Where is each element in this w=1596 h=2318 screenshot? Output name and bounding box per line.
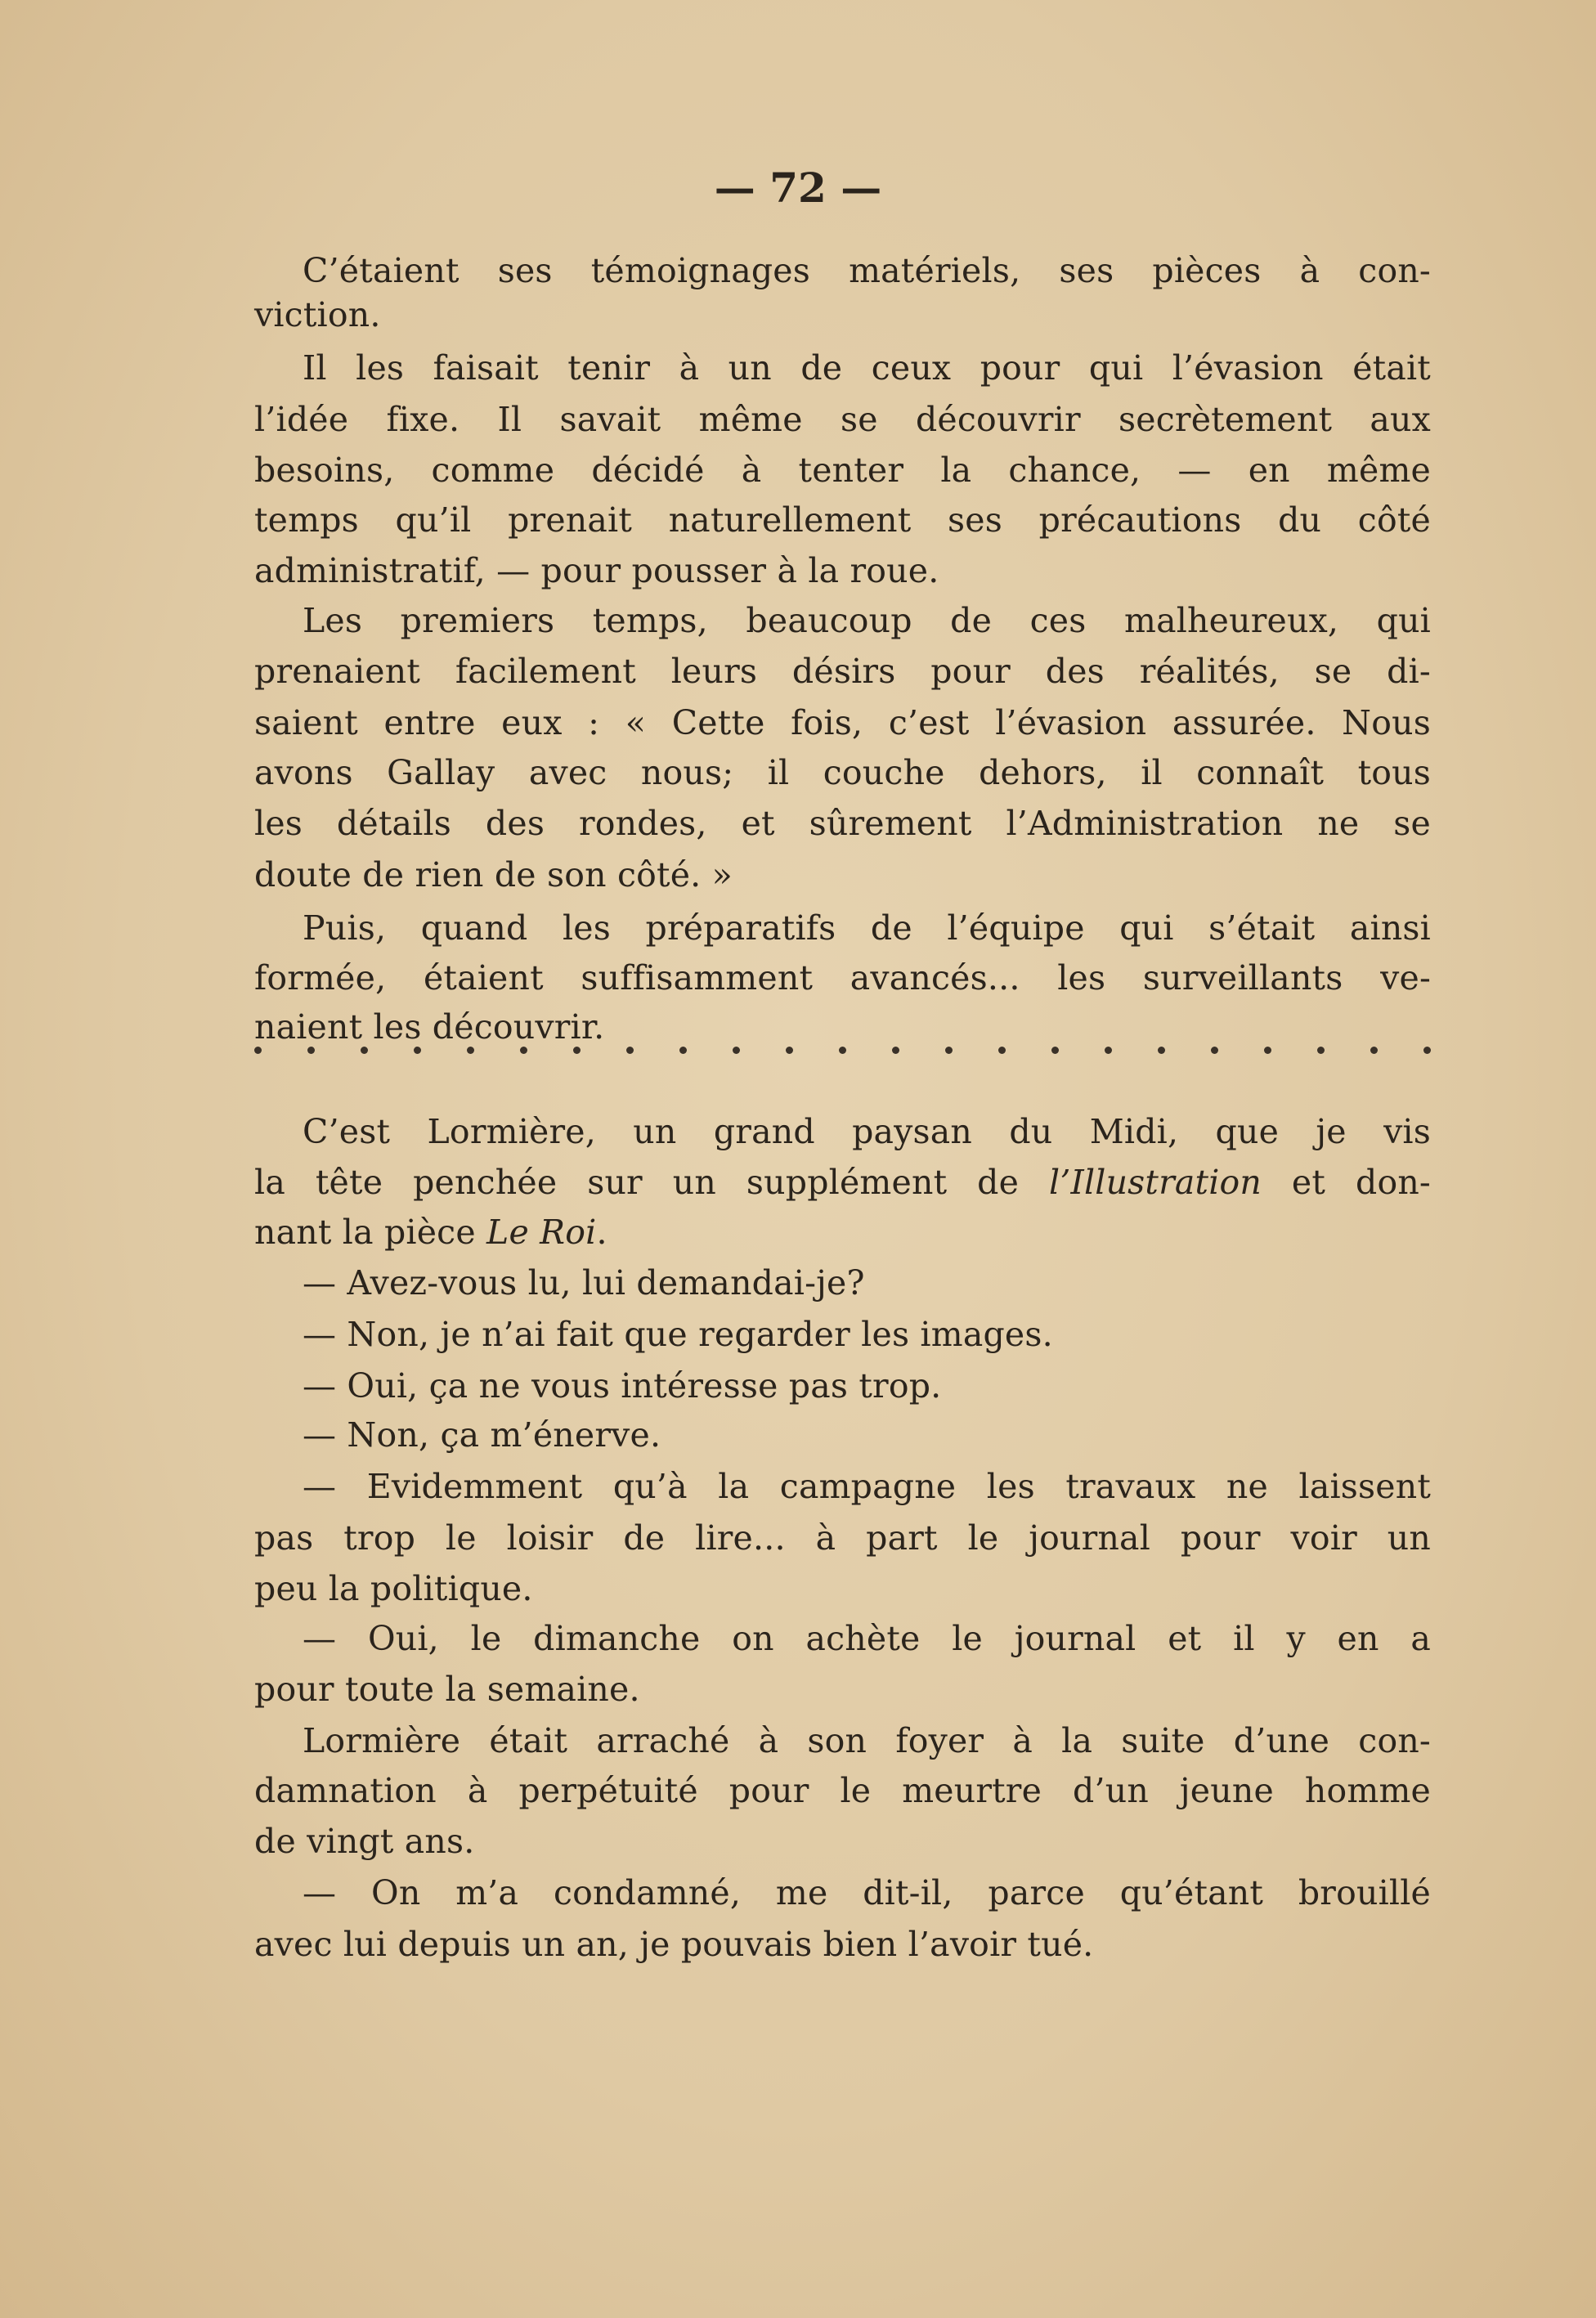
text-line <box>254 798 1431 849</box>
text-line <box>303 343 1431 393</box>
separator-dot <box>679 1047 687 1054</box>
text-line <box>254 1664 1431 1715</box>
text-segment: peu la politique. <box>254 1569 533 1608</box>
text-line <box>254 1157 1431 1208</box>
separator-dot <box>1423 1047 1431 1054</box>
text-line <box>254 697 1431 748</box>
text-segment: — Avez-vous lu, lui demandai-je? <box>303 1263 865 1302</box>
separator-dot <box>892 1047 899 1054</box>
separator-dot <box>998 1047 1006 1054</box>
text-segment: C’est Lormière, un grand paysan du Midi, que je vis <box>303 1112 1431 1151</box>
text-line <box>303 1258 1431 1308</box>
text-line <box>254 445 1431 495</box>
text-segment: les détails des rondes, et sûrement l’Administration ne se <box>254 804 1431 843</box>
text-line <box>254 1207 1431 1258</box>
text-line <box>303 245 1431 296</box>
text-segment: de vingt ans. <box>254 1822 475 1861</box>
text-segment: formée, étaient suffisamment avancés... les surveillants ve- <box>254 958 1431 998</box>
text-line <box>254 1919 1431 1970</box>
text-segment: damnation à perpétuité pour le meurtre d’un jeune homme <box>254 1771 1431 1810</box>
text-line <box>303 1867 1431 1918</box>
text-line <box>303 595 1431 646</box>
text-line <box>254 289 1431 340</box>
text-segment: la tête penchée sur un supplément de <box>254 1163 1049 1202</box>
text-line <box>254 646 1431 697</box>
text-line <box>254 1002 1431 1052</box>
text-line <box>303 1715 1431 1766</box>
text-segment: pas trop le loisir de lire... à part le journal pour voir un <box>254 1518 1431 1558</box>
italic-title: l’Illustration <box>1049 1163 1262 1202</box>
text-line <box>303 1410 1431 1460</box>
text-segment: — Non, je n’ai fait que regarder les images. <box>303 1315 1053 1354</box>
text-segment: prenaient facilement leurs désirs pour des réalités, se di- <box>254 652 1431 691</box>
text-segment: doute de rien de son côté. » <box>254 855 733 894</box>
text-line <box>254 1563 1431 1614</box>
text-segment: viction. <box>254 295 381 334</box>
text-line <box>254 394 1431 445</box>
text-segment: Lormière était arraché à son foyer à la suite d’une con- <box>303 1721 1431 1760</box>
text-segment: . <box>596 1213 607 1252</box>
text-line <box>254 1765 1431 1816</box>
text-segment: — On m’a condamné, me dit-il, parce qu’étant brouillé <box>303 1873 1431 1912</box>
text-line <box>254 953 1431 1003</box>
text-segment: C’étaient ses témoignages matériels, ses pièces à con- <box>303 251 1431 290</box>
italic-title: Le Roi <box>486 1213 597 1252</box>
text-line <box>303 1106 1431 1157</box>
text-segment: nant la pièce <box>254 1213 487 1252</box>
separator-dot <box>839 1047 846 1054</box>
text-segment: saient entre eux : « Cette fois, c’est l’évasion assurée. Nous <box>254 703 1431 742</box>
separator-dot <box>1264 1047 1271 1054</box>
separator-dot <box>414 1047 421 1054</box>
separator-dot <box>467 1047 474 1054</box>
separator-dot <box>1211 1047 1218 1054</box>
separator-dot <box>1370 1047 1378 1054</box>
separator-dot <box>1105 1047 1112 1054</box>
separator-dot <box>254 1047 262 1054</box>
text-segment: — Non, ça m’énerve. <box>303 1415 661 1455</box>
text-segment: temps qu’il prenait naturellement ses précautions du côté <box>254 500 1431 540</box>
separator-dot <box>1317 1047 1325 1054</box>
text-line <box>254 850 1431 900</box>
text-line <box>303 903 1431 953</box>
section-separator-dots <box>254 1047 1431 1054</box>
separator-dot <box>786 1047 793 1054</box>
text-segment: Les premiers temps, beaucoup de ces malheureux, qui <box>303 601 1431 640</box>
separator-dot <box>307 1047 315 1054</box>
text-line <box>254 1513 1431 1563</box>
text-line <box>254 545 1431 596</box>
page-number: — 72 — <box>714 164 882 212</box>
text-line <box>303 1361 1431 1411</box>
text-segment: administratif, — pour pousser à la roue. <box>254 551 939 590</box>
separator-dot <box>1051 1047 1059 1054</box>
text-line <box>303 1613 1431 1664</box>
separator-dot <box>1158 1047 1165 1054</box>
text-segment: — Oui, le dimanche on achète le journal et il y en a <box>303 1619 1431 1658</box>
text-line <box>254 1816 1431 1867</box>
separator-dot <box>945 1047 953 1054</box>
separator-dot <box>520 1047 527 1054</box>
separator-dot <box>733 1047 740 1054</box>
text-segment: l’idée fixe. Il savait même se découvrir secrètement aux <box>254 400 1431 439</box>
separator-dot <box>573 1047 581 1054</box>
text-line <box>303 1309 1431 1360</box>
text-segment: Il les faisait tenir à un de ceux pour qui l’évasion était <box>303 348 1431 388</box>
text-segment: Puis, quand les préparatifs de l’équipe qui s’était ainsi <box>303 908 1431 948</box>
text-segment: et don- <box>1262 1163 1431 1202</box>
text-segment: naient les découvrir. <box>254 1007 605 1047</box>
text-segment: pour toute la semaine. <box>254 1670 640 1709</box>
text-segment: — Evidemment qu’à la campagne les travaux ne laissent <box>303 1467 1431 1506</box>
text-line <box>303 1461 1431 1512</box>
text-segment: besoins, comme décidé à tenter la chance, — en même <box>254 451 1431 490</box>
text-segment: avec lui depuis un an, je pouvais bien l’avoir tué. <box>254 1925 1094 1964</box>
text-segment: avons Gallay avec nous; il couche dehors, il connaît tous <box>254 753 1431 792</box>
separator-dot <box>626 1047 634 1054</box>
text-line <box>254 495 1431 545</box>
separator-dot <box>361 1047 368 1054</box>
text-line <box>254 747 1431 798</box>
text-segment: — Oui, ça ne vous intéresse pas trop. <box>303 1366 942 1406</box>
